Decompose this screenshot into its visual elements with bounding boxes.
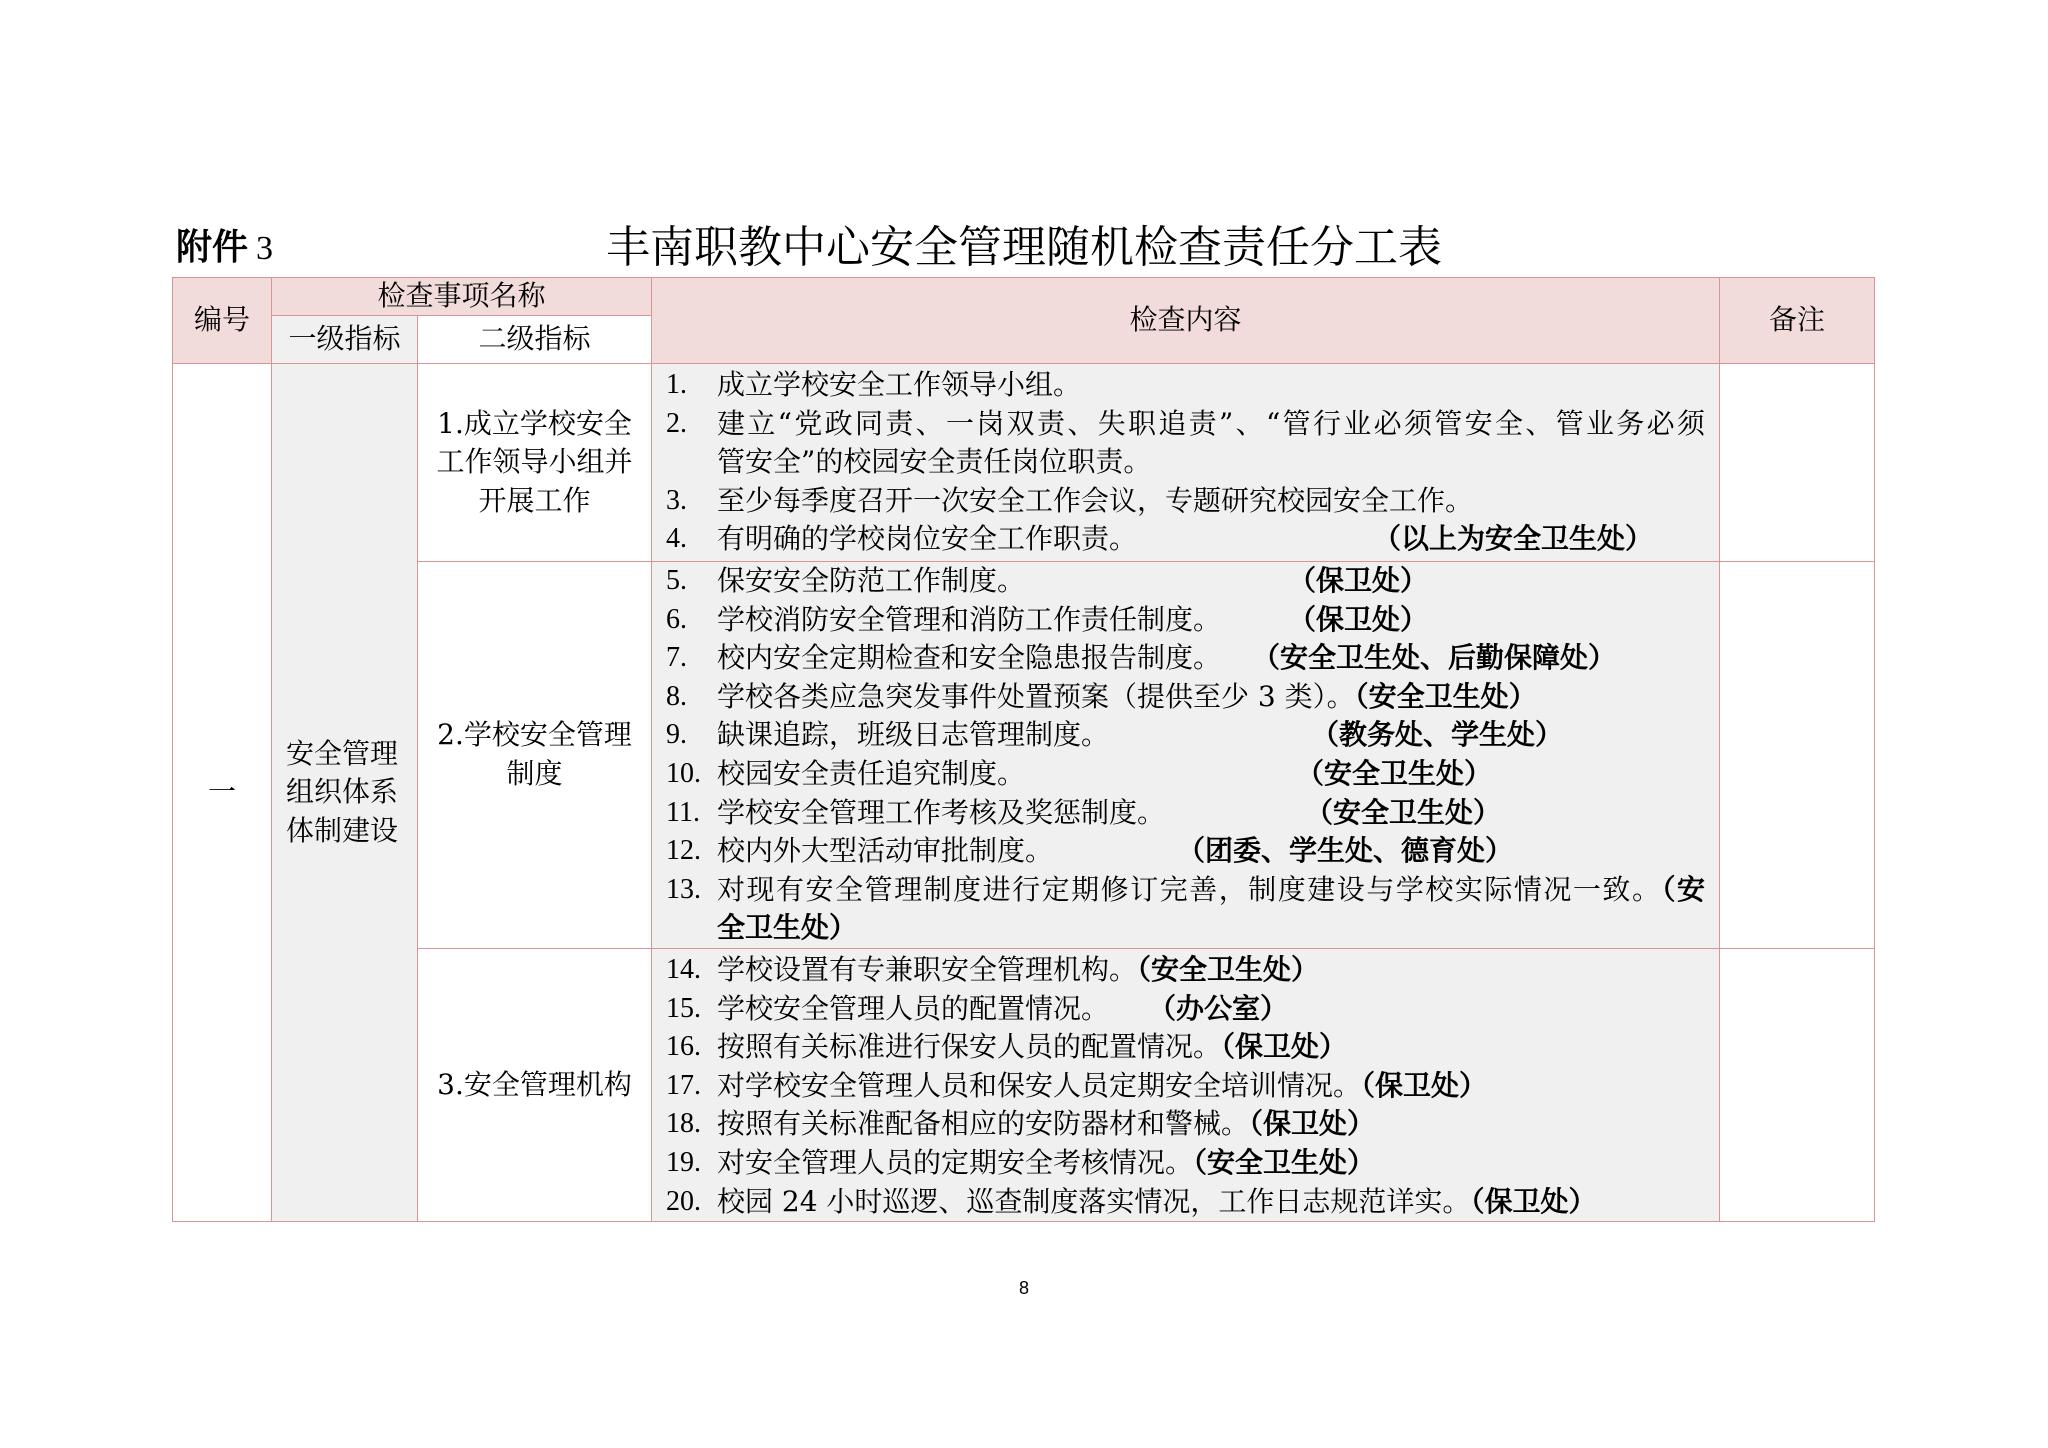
check-item-19 bbox=[666, 1144, 1705, 1183]
responsible-department: （保卫处） bbox=[1470, 1184, 1597, 1218]
remarks-cell-2 bbox=[1720, 562, 1875, 949]
item-text: 管安全”的校园安全责任岗位职责。 bbox=[717, 445, 1152, 479]
item-number: 5. bbox=[666, 565, 687, 596]
item-number: 3. bbox=[666, 484, 687, 516]
item-number: 11. bbox=[666, 796, 700, 828]
responsible-department: （安全卫生处） bbox=[1305, 795, 1502, 829]
item-number: 19. bbox=[666, 1146, 701, 1178]
attachment-word: 附件 bbox=[176, 227, 249, 268]
item-text: 对学校安全管理人员和保安人员定期安全培训情况。 bbox=[717, 1068, 1362, 1102]
check-item-4 bbox=[666, 520, 1705, 559]
check-item-13-continued bbox=[666, 909, 1705, 948]
level1-indicator-line: 组织体系 bbox=[286, 775, 399, 809]
level2-indicator-line: 开展工作 bbox=[478, 483, 591, 517]
page-number: 8 bbox=[1018, 1278, 1029, 1298]
responsible-department: （保卫处） bbox=[1361, 1068, 1488, 1102]
check-item-2-continued bbox=[666, 443, 1705, 482]
responsible-department: （安全卫生处） bbox=[1193, 1145, 1376, 1179]
item-text: 学校各类应急突发事件处置预案（提供至少 3 类）。 bbox=[717, 679, 1355, 713]
check-item-13 bbox=[666, 871, 1705, 910]
responsible-department: （团委、学生处、德育处） bbox=[1177, 834, 1514, 868]
check-item-15 bbox=[666, 990, 1705, 1029]
check-item-17 bbox=[666, 1067, 1705, 1106]
document-title: 丰南职教中心安全管理随机检查责任分工表 bbox=[606, 222, 1442, 273]
responsible-department: （以上为安全卫生处） bbox=[1373, 522, 1654, 556]
item-text: 有明确的学校岗位安全工作职责。 bbox=[717, 522, 1138, 556]
check-item-6 bbox=[666, 601, 1705, 640]
check-content-group-2 bbox=[652, 562, 1720, 949]
item-text: 成立学校安全工作领导小组。 bbox=[717, 368, 1082, 401]
responsible-department: （安全卫生处） bbox=[1296, 756, 1493, 790]
item-number: 17. bbox=[666, 1069, 701, 1101]
item-number: 2. bbox=[666, 407, 687, 439]
check-item-12 bbox=[666, 832, 1705, 871]
check-item-16 bbox=[666, 1028, 1705, 1067]
check-content-group-3 bbox=[652, 949, 1720, 1222]
item-text: 建立“党政同责、一岗双责、失职追责”、“管行业必须管安全、管业务必须 bbox=[717, 406, 1705, 440]
level1-indicator-line: 安全管理 bbox=[286, 736, 399, 770]
item-text: 对现有安全管理制度进行定期修订完善，制度建设与学校实际情况一致。 bbox=[717, 872, 1662, 906]
level2-indicator-line: 3.安全管理机构 bbox=[437, 1067, 632, 1101]
item-number: 16. bbox=[666, 1031, 701, 1063]
item-number: 12. bbox=[666, 835, 701, 867]
check-item-1 bbox=[666, 366, 1705, 405]
item-number: 18. bbox=[666, 1108, 701, 1140]
level2-indicator-2 bbox=[418, 562, 652, 949]
responsible-department: （安全卫生处、后勤保障处） bbox=[1252, 641, 1617, 675]
item-number: 8. bbox=[666, 680, 687, 712]
responsible-department: （教务处、学生处） bbox=[1311, 718, 1564, 752]
item-text: 学校设置有专兼职安全管理机构。 bbox=[717, 953, 1138, 986]
remarks-cell-3 bbox=[1720, 949, 1875, 1222]
item-text: 至少每季度召开一次安全工作会议，专题研究校园安全工作。 bbox=[717, 483, 1474, 517]
item-text: 校内外大型活动审批制度。 bbox=[717, 834, 1054, 868]
item-number: 14. bbox=[666, 954, 701, 985]
item-text: 学校消防安全管理和消防工作责任制度。 bbox=[717, 602, 1222, 636]
item-text: 对安全管理人员的定期安全考核情况。 bbox=[717, 1145, 1194, 1179]
responsible-department: （保卫处） bbox=[1288, 602, 1429, 636]
item-text: 按照有关标准进行保安人员的配置情况。 bbox=[717, 1030, 1222, 1064]
item-number: 9. bbox=[666, 719, 687, 751]
responsible-department: （安 bbox=[1661, 872, 1705, 906]
item-text: 学校安全管理工作考核及奖惩制度。 bbox=[717, 795, 1166, 829]
check-item-7 bbox=[666, 639, 1705, 678]
item-number: 15. bbox=[666, 992, 701, 1024]
item-number: 4. bbox=[666, 523, 687, 555]
item-text: 校园安全责任追究制度。 bbox=[717, 756, 1026, 790]
check-item-5 bbox=[666, 562, 1705, 601]
item-text: 学校安全管理人员的配置情况。 bbox=[717, 991, 1110, 1025]
header-check-item-name: 检查事项名称 bbox=[272, 277, 652, 316]
level2-indicator-3 bbox=[418, 949, 652, 1222]
check-item-20 bbox=[666, 1183, 1705, 1222]
responsibility-table bbox=[172, 277, 1875, 1222]
header-level2-indicator: 二级指标 bbox=[418, 316, 652, 364]
responsible-department: （保卫处） bbox=[1221, 1030, 1348, 1064]
level2-indicator-line: 2.学校安全管理 bbox=[437, 718, 632, 752]
level2-indicator-line: 1.成立学校安全 bbox=[437, 406, 632, 440]
level1-indicator-line: 体制建设 bbox=[286, 813, 399, 847]
item-number: 10. bbox=[666, 757, 701, 789]
header-number: 编号 bbox=[172, 277, 272, 364]
check-content-group-1 bbox=[652, 364, 1720, 562]
check-item-14 bbox=[666, 951, 1705, 990]
check-item-8 bbox=[666, 678, 1705, 717]
responsible-department: （办公室） bbox=[1148, 991, 1289, 1025]
section-number: 一 bbox=[172, 364, 272, 1222]
responsible-department: （保卫处） bbox=[1249, 1107, 1376, 1141]
responsible-department: （安全卫生处） bbox=[1354, 679, 1537, 713]
item-number: 7. bbox=[666, 642, 687, 674]
item-number: 1. bbox=[666, 369, 687, 400]
header-remarks: 备注 bbox=[1720, 277, 1875, 364]
level2-indicator-line: 制度 bbox=[506, 757, 563, 790]
item-number: 20. bbox=[666, 1185, 701, 1217]
check-item-3 bbox=[666, 482, 1705, 521]
item-text: 按照有关标准配备相应的安防器材和警械。 bbox=[717, 1107, 1250, 1141]
responsible-department: （保卫处） bbox=[1288, 564, 1429, 597]
check-item-2 bbox=[666, 405, 1705, 444]
item-text: 校内安全定期检查和安全隐患报告制度。 bbox=[717, 641, 1222, 675]
level2-indicator-line: 工作领导小组并 bbox=[436, 445, 633, 479]
remarks-cell-1 bbox=[1720, 364, 1875, 562]
responsible-department: 全卫生处） bbox=[717, 911, 858, 945]
header-level1-indicator: 一级指标 bbox=[272, 316, 418, 364]
header-check-content: 检查内容 bbox=[652, 277, 1720, 364]
attachment-number: 3 bbox=[256, 230, 274, 267]
item-text: 校园 24 小时巡逻、巡查制度落实情况，工作日志规范详实。 bbox=[717, 1184, 1471, 1218]
item-text: 缺课追踪，班级日志管理制度。 bbox=[717, 718, 1110, 752]
check-item-9 bbox=[666, 716, 1705, 755]
check-item-11 bbox=[666, 794, 1705, 833]
item-number: 6. bbox=[666, 603, 687, 635]
responsible-department: （安全卫生处） bbox=[1137, 953, 1320, 986]
check-item-10 bbox=[666, 755, 1705, 794]
level1-indicator bbox=[272, 364, 418, 1222]
level2-indicator-1 bbox=[418, 364, 652, 562]
item-text: 保安安全防范工作制度。 bbox=[717, 564, 1026, 597]
item-number: 13. bbox=[666, 873, 701, 905]
check-item-18 bbox=[666, 1105, 1705, 1144]
